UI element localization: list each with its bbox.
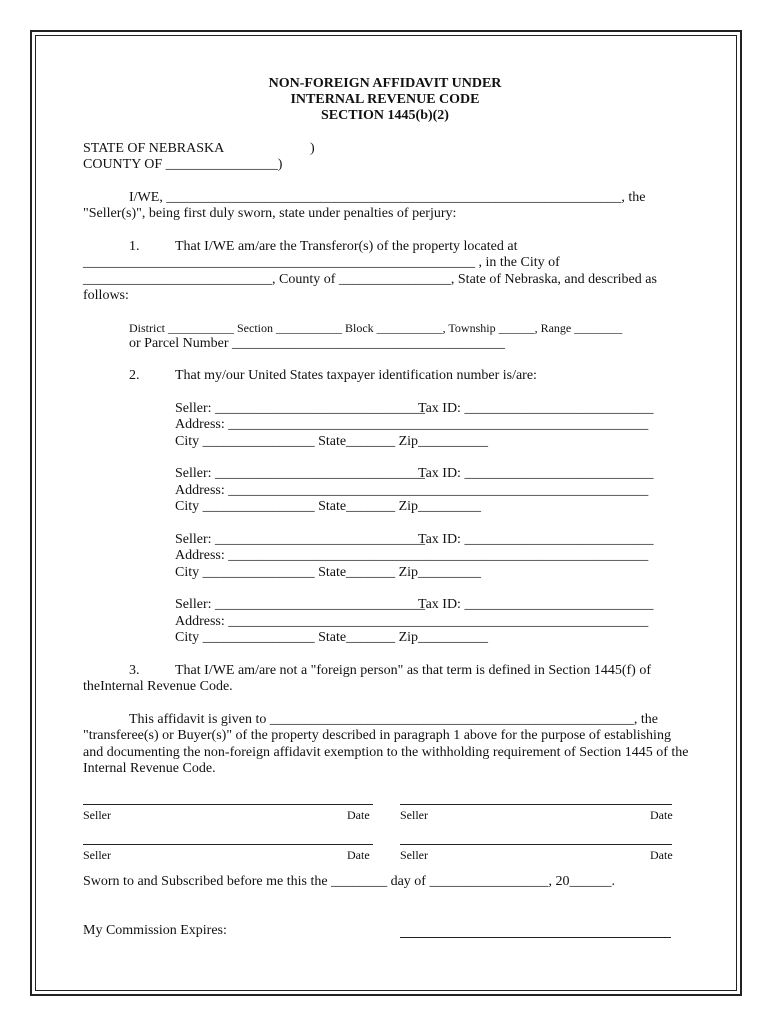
document-title-line-3: SECTION 1445(b)(2) [321, 108, 449, 123]
seller-4-address-field[interactable]: Address: ____________________________________________________________ [175, 614, 649, 629]
county-field[interactable]: COUNTY OF ________________) [83, 157, 283, 172]
signature-seller-label-2: Seller [400, 808, 428, 822]
seller-1-name-field[interactable]: Seller: ______________________________ [175, 401, 426, 416]
signature-date-label-3: Date [347, 848, 370, 862]
para3-text-cont: theInternal Revenue Code. [83, 679, 233, 694]
notary-signature-line[interactable] [400, 937, 671, 938]
signature-date-label-4: Date [650, 848, 673, 862]
seller-signature-line-2[interactable] [400, 804, 672, 805]
seller-3-taxid-field[interactable]: Tax ID: ___________________________ [418, 532, 654, 547]
seller-1-address-field[interactable]: Address: ____________________________________________________________ [175, 417, 649, 432]
seller-1-city-field[interactable]: City ________________ State_______ Zip__________ [175, 434, 489, 449]
property-location-field[interactable]: ________________________________________________________ , in the City of [83, 255, 560, 270]
commission-expires-label: My Commission Expires: [83, 923, 227, 938]
intro-text: "Seller(s)", being first duly sworn, state under penalties of perjury: [83, 206, 457, 221]
affidavit-text-line-3: and documenting the non-foreign affidavit exemption to the withholding requirement of Section 1445 of the [83, 745, 689, 760]
seller-signature-line-3[interactable] [83, 844, 373, 845]
sworn-statement-field[interactable]: Sworn to and Subscribed before me this the ________ day of _________________, 20______. [83, 874, 615, 889]
buyer-name-field[interactable]: This affidavit is given to ____________________________________________________, the [129, 712, 658, 727]
affidavit-text-line-4: Internal Revenue Code. [83, 761, 216, 776]
para2-number: 2. [129, 368, 140, 383]
seller-2-name-field[interactable]: Seller: ______________________________ [175, 466, 426, 481]
document-title-line-1: NON-FOREIGN AFFIDAVIT UNDER [268, 76, 502, 91]
affidavit-text-line-2: "transferee(s) or Buyer(s)" of the property described in paragraph 1 above for the purpose of establishing [83, 728, 671, 743]
signature-seller-label-3: Seller [83, 848, 111, 862]
seller-signature-line-1[interactable] [83, 804, 373, 805]
venue-paren: ) [310, 141, 315, 156]
para1-follows: follows: [83, 288, 129, 303]
para3-text: That I/WE am/are not a "foreign person" as that term is defined in Section 1445(f) of [175, 663, 651, 678]
seller-4-name-field[interactable]: Seller: ______________________________ [175, 597, 426, 612]
signature-seller-label-1: Seller [83, 808, 111, 822]
document-title-line-2: INTERNAL REVENUE CODE [290, 92, 480, 107]
state-label: STATE OF NEBRASKA [83, 141, 225, 156]
seller-names-field[interactable]: I/WE, _________________________________________________________________, the [129, 190, 646, 205]
seller-3-address-field[interactable]: Address: ____________________________________________________________ [175, 548, 649, 563]
parcel-number-field[interactable]: or Parcel Number _______________________________________ [129, 336, 506, 351]
seller-3-name-field[interactable]: Seller: ______________________________ [175, 532, 426, 547]
legal-description-field[interactable]: District ___________ Section ___________ Block ___________, Township ______, Range ________ [129, 321, 623, 335]
signature-seller-label-4: Seller [400, 848, 428, 862]
seller-1-taxid-field[interactable]: Tax ID: ___________________________ [418, 401, 654, 416]
seller-4-taxid-field[interactable]: Tax ID: ___________________________ [418, 597, 654, 612]
seller-3-city-field[interactable]: City ________________ State_______ Zip_________ [175, 565, 482, 580]
signature-date-label-2: Date [650, 808, 673, 822]
seller-4-city-field[interactable]: City ________________ State_______ Zip__________ [175, 630, 489, 645]
seller-signature-line-4[interactable] [400, 844, 672, 845]
seller-2-city-field[interactable]: City ________________ State_______ Zip_________ [175, 499, 482, 514]
para2-text: That my/our United States taxpayer identification number is/are: [175, 368, 537, 383]
seller-2-address-field[interactable]: Address: ____________________________________________________________ [175, 483, 649, 498]
signature-date-label-1: Date [347, 808, 370, 822]
city-county-field[interactable]: ___________________________, County of ________________, State of Nebraska, and described as [83, 272, 657, 287]
para1-number: 1. [129, 239, 140, 254]
para1-text: That I/WE am/are the Transferor(s) of the property located at [175, 239, 518, 254]
seller-2-taxid-field[interactable]: Tax ID: ___________________________ [418, 466, 654, 481]
para3-number: 3. [129, 663, 140, 678]
